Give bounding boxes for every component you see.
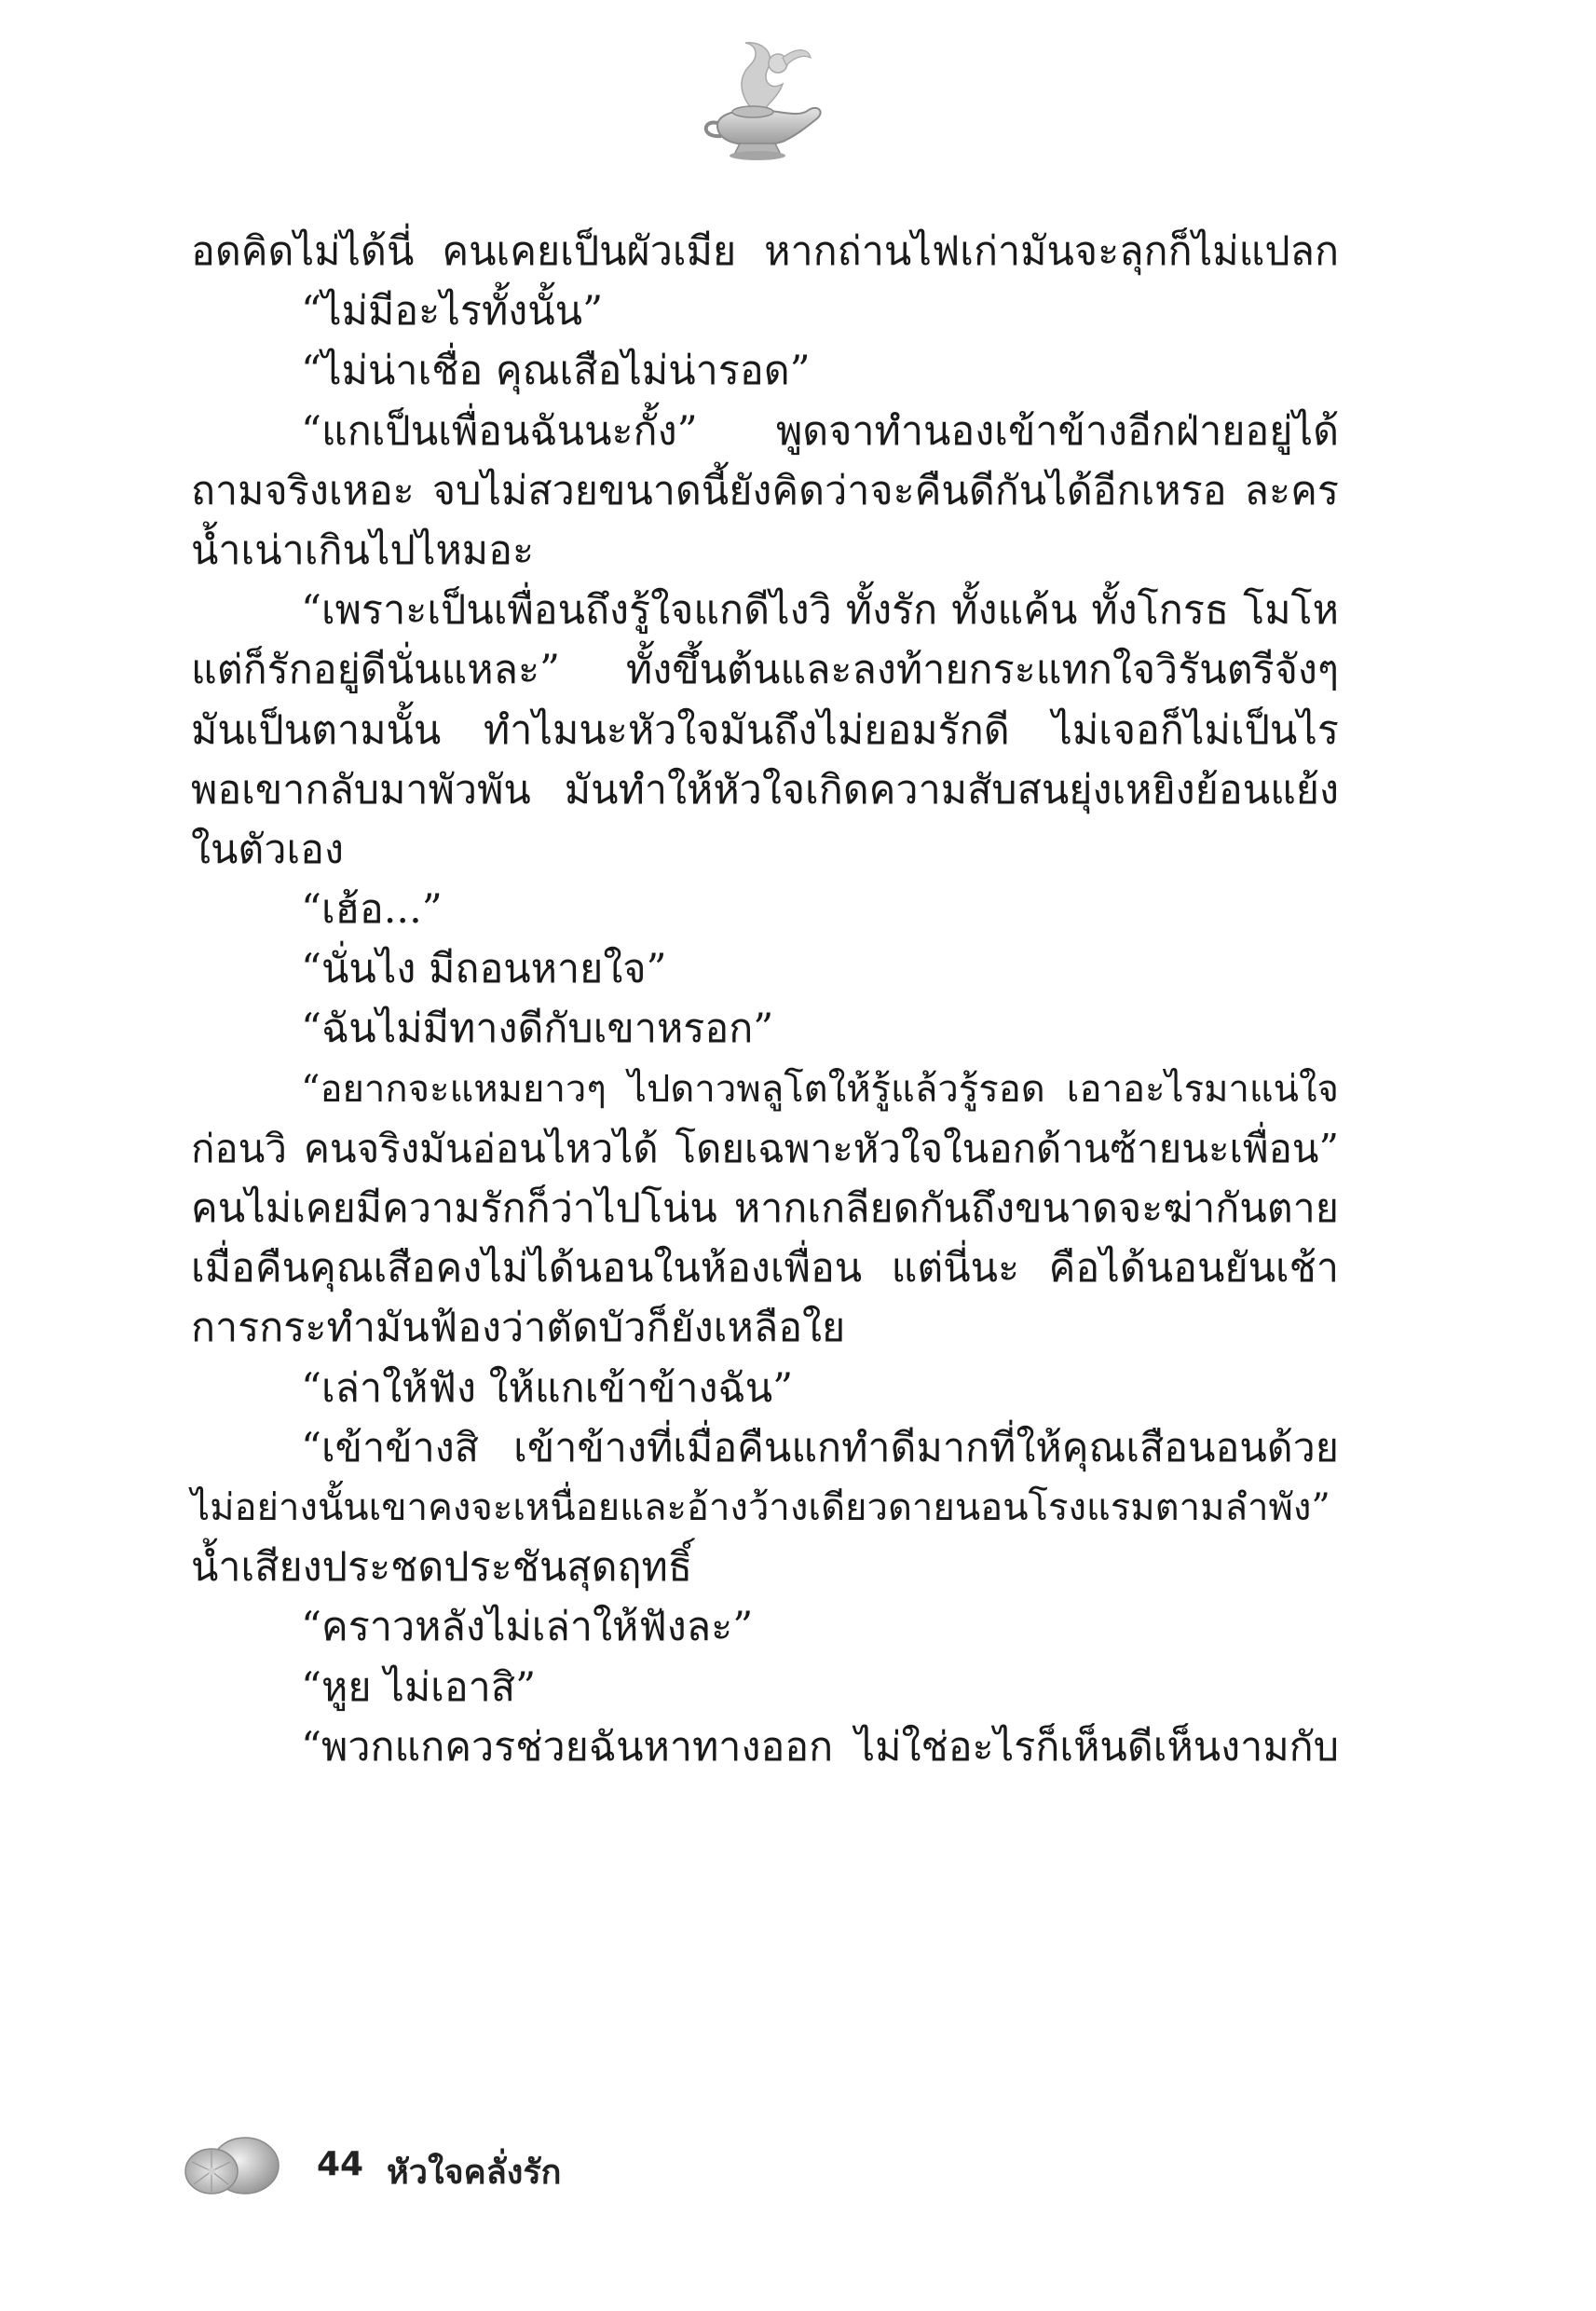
text-line: ก่อนวิ คนจริงมันอ่อนไหวได้ โดยเฉพาะหัวใจในอกด้านซ้ายนะเพื่อน” — [191, 1125, 1339, 1171]
text-line: “ฉันไม่มีทางดีกับเขาหรอก” — [301, 1005, 774, 1053]
text-line: “คราวหลังไม่เล่าให้ฟังละ” — [301, 1604, 754, 1651]
text-line: ไม่อย่างนั้นเขาคงจะเหนื่อยและอ้างว้างเดียวดายนอนโรงแรมตามลำพัง” — [191, 1485, 1330, 1529]
genie-lamp-icon — [689, 37, 829, 168]
text-line: “พวกแกควรช่วยฉันหาทางออก ไม่ใช่อะไรก็เห็นดีเห็นงามกับ — [301, 1723, 1339, 1771]
text-line: “เฮ้อ...” — [301, 886, 443, 934]
page-number: 44 — [317, 2145, 364, 2183]
text-line: “ไม่มีอะไรทั้งนั้น” — [301, 288, 604, 335]
page-footer — [182, 2134, 834, 2208]
text-line: “หูย ไม่เอาสิ” — [301, 1663, 537, 1711]
text-line: ในตัวเอง — [191, 826, 344, 873]
pomelo-icon — [182, 2134, 284, 2199]
text-line: “นั่นไง มีถอนหายใจ” — [301, 946, 667, 993]
text-line: “ไม่น่าเชื่อ คุณเสือไม่น่ารอด” — [301, 348, 811, 395]
text-line: การกระทำมันฟ้องว่าตัดบัวก็ยังเหลือใย — [191, 1305, 846, 1352]
text-line: ถามจริงเหอะ จบไม่สวยขนาดนี้ยังคิดว่าจะคืนดีกันได้อีกเหรอ ละคร — [191, 467, 1339, 514]
text-line: “แกเป็นเพื่อนฉันนะกั้ง” พูดจาทำนองเข้าข้างอีกฝ่ายอยู่ได้ — [301, 407, 1339, 455]
text-line: เมื่อคืนคุณเสือคงไม่ได้นอนในห้องเพื่อน แต่นี่นะ คือได้นอนยันเช้า — [191, 1245, 1339, 1292]
text-line: “เล่าให้ฟัง ให้แกเข้าข้างฉัน” — [301, 1364, 794, 1412]
text-line: พอเขากลับมาพัวพัน มันทำให้หัวใจเกิดความสับสนยุ่งเหยิงย้อนแย้ง — [191, 766, 1339, 814]
text-line: น้ำเสียงประชดประชันสุดฤทธิ์ — [191, 1544, 693, 1592]
text-line: “เพราะเป็นเพื่อนถึงรู้ใจแกดีไงวิ ทั้งรัก ทั้งแค้น ทั้งโกรธ โมโห — [301, 587, 1339, 635]
text-line: มันเป็นตามนั้น ทำไมนะหัวใจมันถึงไม่ยอมรักดี ไม่เจอก็ไม่เป็นไร — [191, 706, 1339, 754]
text-line: “เข้าข้างสิ เข้าข้างที่เมื่อคืนแกทำดีมากที่ให้คุณเสือนอนด้วย — [301, 1424, 1339, 1471]
text-line: อดคิดไม่ได้นี่ คนเคยเป็นผัวเมีย หากถ่านไฟเก่ามันจะลุกก็ไม่แปลก — [191, 228, 1339, 275]
text-line: คนไม่เคยมีความรักก็ว่าไปโน่น หากเกลียดกันถึงขนาดจะฆ่ากันตาย — [191, 1185, 1339, 1232]
text-line: แต่ก็รักอยู่ดีนั่นแหละ” ทั้งขึ้นต้นและลงท้ายกระแทกใจวิรันตรีจังๆ — [191, 647, 1339, 694]
text-line: “อยากจะแหมยาวๆ ไปดาวพลูโตให้รู้แล้วรู้รอด เอาอะไรมาแน่ใจ — [301, 1067, 1339, 1111]
book-title: หัวใจคลั่งรัก — [387, 2154, 562, 2192]
text-line: น้ำเน่าเกินไปไหมอะ — [191, 526, 535, 574]
body-text — [191, 222, 1339, 1777]
